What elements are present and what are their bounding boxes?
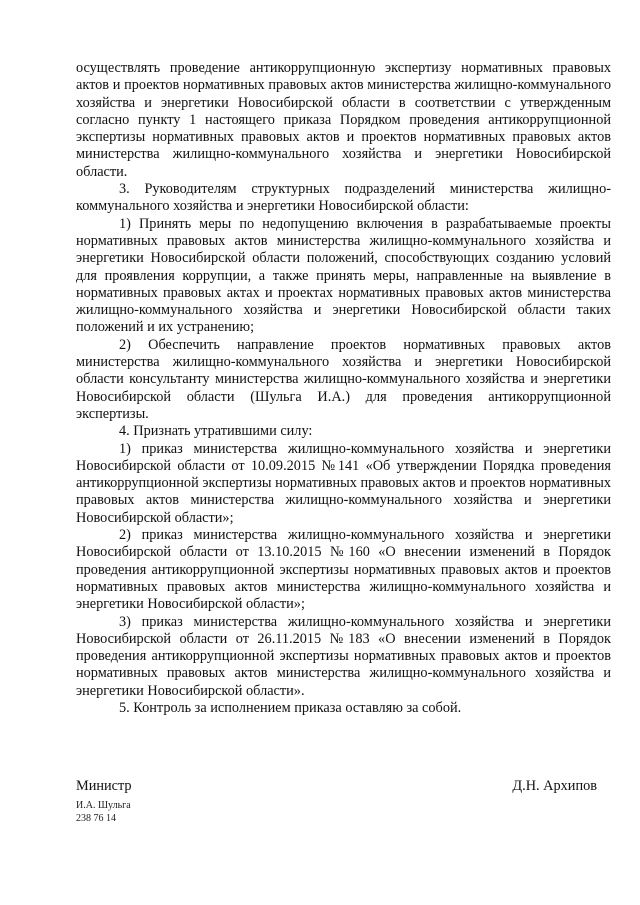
signature-name: Д.Н. Архипов: [512, 778, 597, 794]
signature-position: Министр: [76, 778, 132, 794]
paragraph-item-5: 5. Контроль за исполнением приказа оставляю за собой.: [119, 699, 462, 716]
document-body: [76, 60, 611, 717]
executor-name: И.А. Шульга: [76, 800, 131, 811]
paragraph-item-4-1: 1) приказ министерства жилищно-коммунального хозяйства и энергетики Новосибирской области от 10.09.2015 №141 «Об утверждении Порядка проведения антикоррупционной экспертизы нормативных правовых актов и проектов нормативных правовых актов министерства жилищно-коммунального хозяйства и энергетики Новосибирской области»;: [76, 440, 611, 526]
paragraph-item-3-1: 1) Принять меры по недопущению включения в разрабатываемые проекты нормативных правовых актов министерства жилищно-коммунального хозяйства и энергетики Новосибирской области положений, способствующих созданию условий для проявления коррупции, а также принять меры, направленные на выявление в нормативных правовых актах и проектах нормативных правовых актов министерства жилищно-коммунального хозяйства и энергетики Новосибирской области таких положений и их устранению;: [76, 215, 611, 336]
signature-block: [76, 778, 611, 795]
executor-phone: 238 76 14: [76, 813, 116, 824]
paragraph-item-4: 4. Признать утратившими силу:: [119, 423, 313, 440]
executor-info: [76, 799, 131, 825]
paragraph-continuation: осуществлять проведение антикоррупционную экспертизу нормативных правовых актов и проектов нормативных правовых актов министерства жилищно-коммунального хозяйства и энергетики Новосибирской области в соответствии с утвержденным согласно пункту 1 настоящего приказа Порядком проведения антикоррупционной экспертизы нормативных правовых актов и проектов нормативных правовых актов министерства жилищно-коммунального хозяйства и энергетики Новосибирской области.: [76, 60, 611, 180]
paragraph-item-3: 3. Руководителям структурных подразделений министерства жилищно-коммунального хозяйства и энергетики Новосибирской области:: [76, 181, 611, 215]
paragraph-item-4-2: 2) приказ министерства жилищно-коммунального хозяйства и энергетики Новосибирской области от 13.10.2015 №160 «О внесении изменений в Порядок проведения антикоррупционной экспертизы нормативных правовых актов и проектов нормативных правовых актов министерства жилищно-коммунального хозяйства и энергетики Новосибирской области»;: [76, 527, 611, 613]
paragraph-item-3-2: 2) Обеспечить направление проектов нормативных правовых актов министерства жилищно-коммунального хозяйства и энергетики Новосибирской области консультанту министерства жилищно-коммунального хозяйства и энергетики Новосибирской области (Шульга И.А.) для проведения антикоррупционной экспертизы.: [76, 336, 611, 422]
paragraph-item-4-3: 3) приказ министерства жилищно-коммунального хозяйства и энергетики Новосибирской области от 26.11.2015 №183 «О внесении изменений в Порядок проведения антикоррупционной экспертизы нормативных правовых актов и проектов нормативных правовых актов министерства жилищно-коммунального хозяйства и энергетики Новосибирской области».: [76, 613, 611, 699]
